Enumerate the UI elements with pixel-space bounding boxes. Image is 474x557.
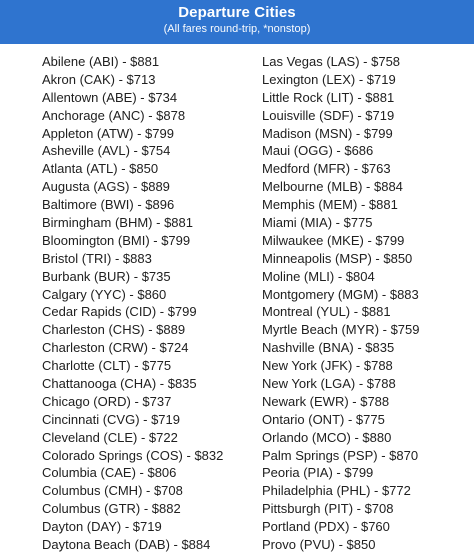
city-fare-item: Montreal (YUL) - $881	[262, 304, 391, 320]
right-city-column	[262, 53, 420, 554]
city-fare-item: Melbourne (MLB) - $884	[262, 179, 403, 195]
city-fare-item: Ontario (ONT) - $775	[262, 411, 385, 427]
city-fare-item: Columbia (CAE) - $806	[42, 465, 177, 481]
page-title: Departure Cities	[178, 4, 296, 21]
city-fare-item: Miami (MIA) - $775	[262, 215, 373, 231]
city-fare-item: Bloomington (BMI) - $799	[42, 232, 191, 248]
city-fare-item: Pittsburgh (PIT) - $708	[262, 501, 394, 517]
city-fare-item: Minneapolis (MSP) - $850	[262, 250, 413, 266]
city-fare-item: Dayton (DAY) - $719	[42, 519, 162, 535]
city-fare-item: Lexington (LEX) - $719	[262, 71, 396, 87]
city-fare-item: Atlanta (ATL) - $850	[42, 161, 159, 177]
city-fare-item: Maui (OGG) - $686	[262, 143, 374, 159]
city-fare-item: Portland (PDX) - $760	[262, 519, 390, 535]
city-fare-item: Chicago (ORD) - $737	[42, 393, 172, 409]
city-list-columns	[0, 53, 474, 553]
city-fare-item: Charleston (CRW) - $724	[42, 340, 189, 356]
city-fare-item: Akron (CAK) - $713	[42, 71, 156, 87]
city-fare-item: Chattanooga (CHA) - $835	[42, 376, 197, 392]
city-fare-item: Baltimore (BWI) - $896	[42, 197, 175, 213]
city-fare-item: Memphis (MEM) - $881	[262, 197, 398, 213]
city-fare-item: Madison (MSN) - $799	[262, 125, 393, 141]
city-fare-item: Birmingham (BHM) - $881	[42, 215, 193, 231]
city-fare-item: Milwaukee (MKE) - $799	[262, 232, 405, 248]
city-fare-item: Calgary (YYC) - $860	[42, 286, 167, 302]
city-fare-item: Newark (EWR) - $788	[262, 393, 390, 409]
city-fare-item: Asheville (AVL) - $754	[42, 143, 171, 159]
city-fare-item: Cedar Rapids (CID) - $799	[42, 304, 197, 320]
city-fare-item: Anchorage (ANC) - $878	[42, 107, 186, 123]
city-fare-item: Philadelphia (PHL) - $772	[262, 483, 411, 499]
city-fare-item: Charleston (CHS) - $889	[42, 322, 186, 338]
city-fare-item: Palm Springs (PSP) - $870	[262, 447, 419, 463]
left-city-column	[42, 53, 223, 554]
city-fare-item: Columbus (GTR) - $882	[42, 501, 181, 517]
city-fare-item: Cleveland (CLE) - $722	[42, 429, 178, 445]
city-fare-item: Burbank (BUR) - $735	[42, 268, 171, 284]
city-fare-item: Myrtle Beach (MYR) - $759	[262, 322, 420, 338]
city-fare-item: Bristol (TRI) - $883	[42, 250, 152, 266]
city-fare-item: Cincinnati (CVG) - $719	[42, 411, 180, 427]
city-fare-item: Orlando (MCO) - $880	[262, 429, 392, 445]
city-fare-item: Columbus (CMH) - $708	[42, 483, 183, 499]
city-fare-item: Nashville (BNA) - $835	[262, 340, 395, 356]
city-fare-item: Allentown (ABE) - $734	[42, 89, 178, 105]
city-fare-item: Medford (MFR) - $763	[262, 161, 391, 177]
city-fare-item: Charlotte (CLT) - $775	[42, 358, 172, 374]
city-fare-item: Peoria (PIA) - $799	[262, 465, 374, 481]
city-fare-item: Daytona Beach (DAB) - $884	[42, 537, 211, 553]
city-fare-item: Colorado Springs (COS) - $832	[42, 447, 224, 463]
city-fare-item: Appleton (ATW) - $799	[42, 125, 174, 141]
city-fare-item: Las Vegas (LAS) - $758	[262, 54, 401, 69]
city-fare-item: Moline (MLI) - $804	[262, 268, 375, 284]
city-fare-item: Abilene (ABI) - $881	[42, 54, 160, 69]
city-fare-item: New York (LGA) - $788	[262, 376, 396, 392]
city-fare-item: Augusta (AGS) - $889	[42, 179, 170, 195]
city-fare-item: Little Rock (LIT) - $881	[262, 89, 395, 105]
page-subtitle: (All fares round-trip, *nonstop)	[163, 23, 311, 35]
city-fare-item: Provo (PVU) - $850	[262, 537, 376, 553]
city-fare-item: Montgomery (MGM) - $883	[262, 286, 419, 302]
city-fare-item: Louisville (SDF) - $719	[262, 107, 395, 123]
page-header	[0, 0, 474, 44]
city-fare-item: New York (JFK) - $788	[262, 358, 393, 374]
